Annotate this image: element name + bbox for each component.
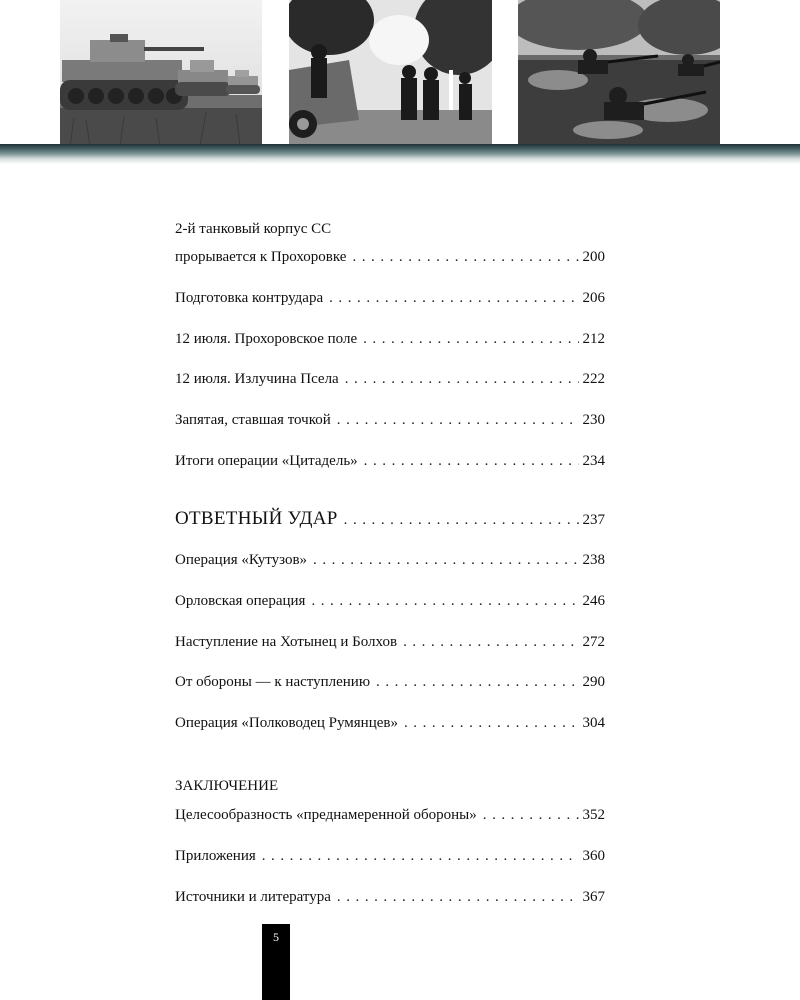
toc-conclusion-heading: ЗАКЛЮЧЕНИЕ [175,778,279,794]
dot-leader [337,409,579,431]
toc-entry-title: Операция «Полководец Румянцев» [175,715,398,731]
toc-entry-title: Источники и литература [175,889,331,905]
toc-entry-title: Наступление на Хотынец и Болхов [175,634,398,650]
soldiers-halftrack-photo [289,0,492,146]
dot-leader [404,712,579,734]
toc-page-number: 206 [582,290,605,306]
toc-page-number: 304 [582,715,605,731]
dot-leader [262,845,579,867]
toc-entry[interactable] [175,328,605,350]
dot-leader [483,804,579,826]
toc-entry-title: От обороны — к наступлению [175,674,371,690]
toc-page-number: 367 [582,889,605,905]
toc-page-number: 272 [582,634,605,650]
toc-entry-title: прорывается к Прохоровке [175,249,347,265]
toc-entry-title: Операция «Кутузов» [175,552,308,568]
dot-leader [345,368,579,390]
dot-leader [363,328,578,350]
toc-entry[interactable] [175,671,605,693]
toc-entry[interactable] [175,845,605,867]
toc-entry-title-line: 2-й танковый корпус СС [175,221,332,237]
tanks-photo [60,0,262,146]
page-number-tab [262,924,290,1000]
toc-page-number: 222 [582,371,605,387]
toc-entry[interactable] [175,409,605,431]
toc-page-number: 212 [582,331,605,347]
dot-leader [344,509,579,531]
toc-entry[interactable] [175,450,605,472]
toc-entry-title: Итоги операции «Цитадель» [175,453,358,469]
header-band-shadow [0,158,800,164]
toc-section-title: ОТВЕТНЫЙ УДАР [175,508,338,529]
toc-entry-title: 12 июля. Излучина Псела [175,371,339,387]
toc-page-number: 246 [582,593,605,609]
toc-entry-title: Приложения [175,848,256,864]
toc-entry[interactable] [175,804,605,826]
dot-leader [364,450,579,472]
toc-entry-title: Подготовка контрудара [175,290,324,306]
toc-entry[interactable] [175,246,605,268]
toc-page-number: 352 [582,807,605,823]
dot-leader [403,631,578,653]
toc-page-number: 290 [582,674,605,690]
toc-entry[interactable] [175,886,605,908]
toc-entry-title: Целесообразность «преднамеренной обороны» [175,807,477,823]
toc-page-number: 200 [582,249,605,265]
toc-entry[interactable] [175,287,605,309]
dot-leader [329,287,578,309]
toc-page-number: 360 [582,848,605,864]
toc-page-number: 237 [582,512,605,528]
toc-page-number: 238 [582,552,605,568]
dot-leader [352,246,578,268]
header-band [0,144,800,158]
toc-entry[interactable] [175,590,605,612]
riflemen-photo [518,0,720,146]
toc-section-entry[interactable] [175,508,605,530]
toc-entry[interactable] [175,712,605,734]
dot-leader [313,549,578,571]
toc-entry-title: Орловская операция [175,593,306,609]
toc-entry[interactable] [175,631,605,653]
toc-entry-title: 12 июля. Прохоровское поле [175,331,358,347]
toc-page-number: 234 [582,453,605,469]
toc-page-number: 230 [582,412,605,428]
dot-leader [337,886,579,908]
toc-entry-title: Запятая, ставшая точкой [175,412,331,428]
dot-leader [311,590,578,612]
toc-entry[interactable] [175,368,605,390]
toc-entry[interactable] [175,549,605,571]
page-number: 5 [273,930,279,944]
dot-leader [376,671,578,693]
photo-strip [0,0,800,146]
